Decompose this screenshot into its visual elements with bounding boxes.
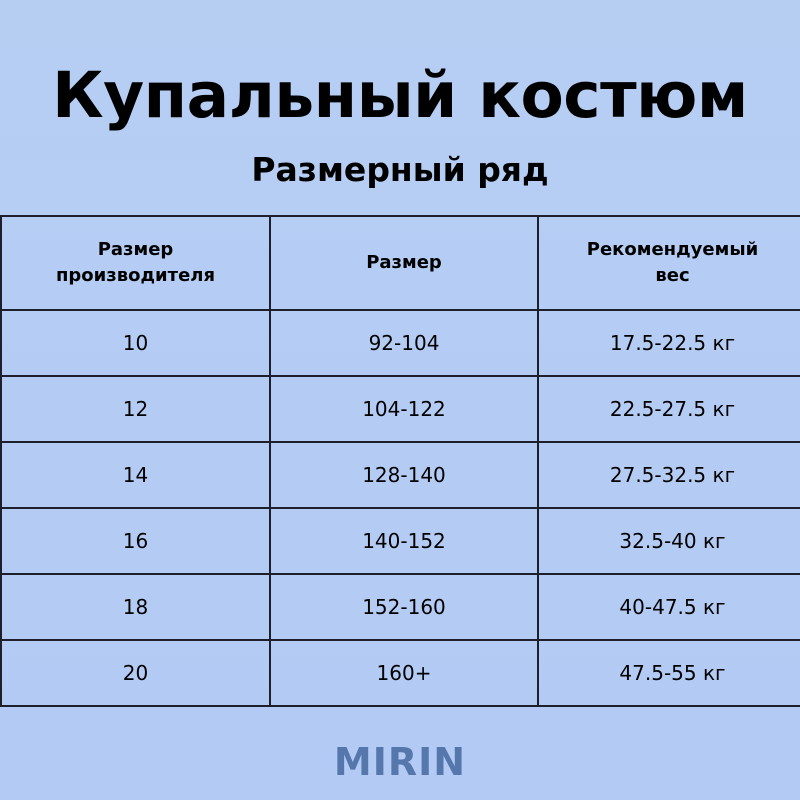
column-header-recommended-weight: Рекомендуемый вес [538, 216, 800, 310]
size-table [0, 215, 800, 707]
weight-cell: 22.5-27.5 кг [538, 376, 800, 442]
size-cell: 140-152 [270, 508, 538, 574]
manufacturer-size-cell: 16 [1, 508, 270, 574]
table-row [1, 310, 800, 376]
manufacturer-size-cell: 14 [1, 442, 270, 508]
table-header-row [1, 216, 800, 310]
weight-cell: 40-47.5 кг [538, 574, 800, 640]
page-title: Купальный костюм [52, 59, 748, 132]
weight-cell: 17.5-22.5 кг [538, 310, 800, 376]
column-header-size: Размер [270, 216, 538, 310]
size-cell: 104-122 [270, 376, 538, 442]
size-cell: 92-104 [270, 310, 538, 376]
weight-cell: 47.5-55 кг [538, 640, 800, 706]
size-cell: 152-160 [270, 574, 538, 640]
table-row [1, 376, 800, 442]
column-header-manufacturer-size: Размер производителя [1, 216, 270, 310]
table-row [1, 442, 800, 508]
manufacturer-size-cell: 10 [1, 310, 270, 376]
table-row [1, 640, 800, 706]
table-row [1, 574, 800, 640]
page-subtitle: Размерный ряд [251, 150, 549, 189]
manufacturer-size-cell: 18 [1, 574, 270, 640]
manufacturer-size-cell: 20 [1, 640, 270, 706]
size-cell: 128-140 [270, 442, 538, 508]
size-cell: 160+ [270, 640, 538, 706]
brand-logo: MIRIN [333, 740, 467, 784]
weight-cell: 27.5-32.5 кг [538, 442, 800, 508]
weight-cell: 32.5-40 кг [538, 508, 800, 574]
manufacturer-size-cell: 12 [1, 376, 270, 442]
table-row [1, 508, 800, 574]
